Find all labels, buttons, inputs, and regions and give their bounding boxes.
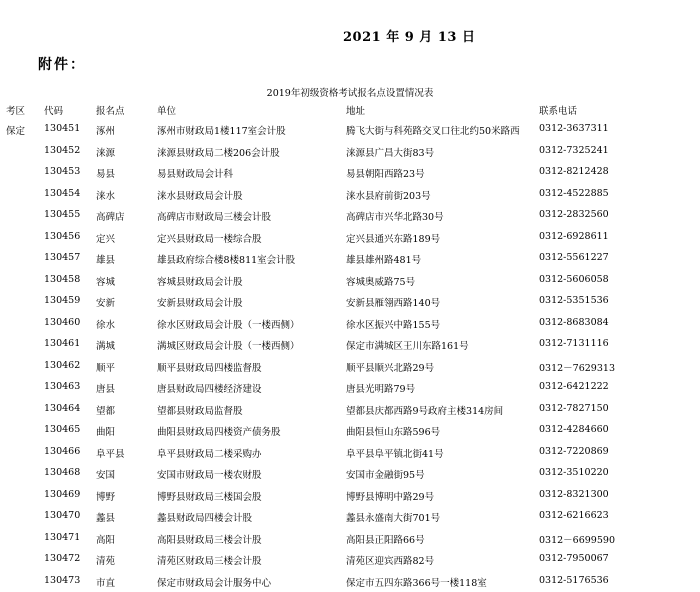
- table-row: [0, 143, 700, 161]
- cell-code: 130459: [44, 295, 81, 306]
- cell-address: 唐县光明路79号: [346, 384, 416, 395]
- cell-site: 满城: [96, 341, 116, 352]
- cell-code: 130457: [44, 252, 81, 263]
- table-row: [0, 508, 700, 526]
- cell-address: 清苑区迎宾西路82号: [346, 556, 435, 567]
- cell-code: 130452: [44, 144, 81, 156]
- cell-phone: 0312-6928611: [539, 230, 609, 242]
- header-code: 代码: [44, 106, 64, 117]
- cell-unit: 涞源县财政局二楼206会计股: [157, 147, 280, 159]
- table-row: [0, 358, 700, 376]
- table-row: [0, 401, 700, 419]
- cell-address: 雄县雄州路481号: [346, 255, 422, 266]
- cell-code: 130466: [44, 445, 81, 457]
- cell-code: 130473: [44, 574, 81, 586]
- cell-unit: 唐县财政局四楼经济建设: [157, 384, 262, 395]
- attachment-label: 附件：: [38, 57, 86, 73]
- cell-site: 高碑店: [96, 212, 125, 223]
- table-row: [0, 573, 700, 591]
- cell-unit: 涿州市财政局1楼117室会计股: [157, 126, 286, 137]
- cell-site: 蠡县: [96, 513, 116, 524]
- table-row: [0, 444, 700, 462]
- cell-code: 130462: [44, 359, 81, 371]
- cell-address: 易县朝阳西路23号: [346, 169, 425, 180]
- cell-phone: 0312-7131116: [539, 338, 609, 349]
- cell-address: 顺平县顺兴北路29号: [346, 362, 435, 374]
- cell-site: 易县: [96, 169, 116, 180]
- cell-phone: 0312-7950067: [539, 553, 609, 564]
- cell-phone: 0312-4522885: [539, 187, 609, 199]
- cell-site: 安新: [96, 298, 116, 309]
- cell-code: 130453: [44, 166, 81, 177]
- cell-code: 130461: [44, 338, 81, 349]
- cell-site: 安国: [96, 470, 116, 481]
- cell-phone: 0312-2832560: [539, 209, 609, 220]
- cell-phone: 0312-5561227: [539, 252, 609, 263]
- cell-site: 望都: [96, 405, 116, 417]
- cell-site: 唐县: [96, 384, 116, 395]
- cell-site: 徐水: [96, 319, 116, 331]
- cell-site: 雄县: [96, 255, 116, 266]
- cell-phone: 0312－6699590: [539, 534, 615, 546]
- cell-code: 130454: [44, 187, 81, 199]
- cell-unit: 易县财政局会计科: [157, 169, 234, 180]
- header-area: 考区: [6, 106, 26, 117]
- cell-unit: 蠡县财政局四楼会计股: [157, 513, 253, 524]
- document-date: 2021 年 9 月 13 日: [343, 30, 476, 45]
- cell-unit: 雄县政府综合楼8楼811室会计股: [157, 255, 296, 266]
- cell-address: 徐水区振兴中路155号: [346, 319, 441, 331]
- cell-site: 容城: [96, 276, 116, 288]
- cell-unit: 博野县财政局三楼国会股: [157, 491, 262, 503]
- cell-code: 130460: [44, 316, 81, 328]
- table-row: [0, 272, 700, 290]
- cell-address: 容城奥威路75号: [346, 276, 416, 288]
- cell-site: 市直: [96, 577, 116, 589]
- cell-code: 130463: [44, 381, 81, 392]
- table-row: [0, 315, 700, 333]
- cell-code: 130451: [44, 123, 81, 134]
- header-unit: 单位: [157, 106, 177, 117]
- cell-phone: 0312-5351536: [539, 295, 609, 306]
- table-row: [0, 121, 700, 139]
- cell-unit: 曲阳县财政局四楼资产债务股: [157, 427, 281, 438]
- cell-code: 130465: [44, 424, 81, 435]
- table-row: [0, 530, 700, 548]
- cell-phone: 0312-8212428: [539, 166, 609, 177]
- cell-address: 蠡县永盛南大街701号: [346, 513, 441, 524]
- cell-site: 涞水: [96, 190, 116, 202]
- cell-code: 130470: [44, 510, 81, 521]
- cell-address: 保定市满城区王川东路161号: [346, 341, 469, 352]
- cell-address: 曲阳县恒山东路596号: [346, 427, 441, 438]
- cell-site: 高阳: [96, 534, 116, 546]
- cell-phone: 0312-3510220: [539, 467, 609, 478]
- table-row: [0, 336, 700, 354]
- cell-unit: 保定市财政局会计服务中心: [157, 577, 272, 589]
- cell-phone: 0312-4284660: [539, 424, 609, 435]
- cell-code: 130468: [44, 467, 81, 478]
- cell-code: 130456: [44, 230, 81, 242]
- cell-phone: 0312-3637311: [539, 123, 609, 134]
- cell-unit: 定兴县财政局一楼综合股: [157, 233, 262, 245]
- table-row: [0, 229, 700, 247]
- cell-phone: 0312-7827150: [539, 402, 609, 414]
- table-row: [0, 465, 700, 483]
- cell-unit: 涞水县财政局会计股: [157, 190, 243, 202]
- table-header: [0, 101, 700, 119]
- cell-unit: 徐水区财政局会计股（一楼西侧）: [157, 319, 300, 331]
- cell-area: 保定: [6, 126, 26, 137]
- table-row: [0, 186, 700, 204]
- cell-unit: 满城区财政局会计股（一楼西侧）: [157, 341, 300, 352]
- cell-address: 阜平县阜平镇北街41号: [346, 448, 444, 460]
- cell-phone: 0312-6421222: [539, 381, 609, 392]
- cell-phone: 0312-8321300: [539, 488, 609, 500]
- cell-code: 130455: [44, 209, 81, 220]
- table-row: [0, 250, 700, 268]
- cell-unit: 安国市财政局一楼农财股: [157, 470, 262, 481]
- cell-site: 清苑: [96, 556, 116, 567]
- cell-code: 130471: [44, 531, 81, 543]
- cell-address: 腾飞大街与科苑路交叉口往北约50米路西: [346, 126, 520, 137]
- table-title: 2019年初级资格考试报名点设置情况表: [266, 88, 434, 99]
- table-row: [0, 487, 700, 505]
- cell-address: 安新县雁翎西路140号: [346, 298, 441, 309]
- cell-address: 博野县博明中路29号: [346, 491, 435, 503]
- cell-phone: 0312-5606058: [539, 273, 609, 285]
- cell-address: 望都县庆都西路9号政府主楼314房间: [346, 405, 504, 417]
- cell-address: 高碑店市兴华北路30号: [346, 212, 444, 223]
- cell-unit: 高阳县财政局三楼会计股: [157, 534, 262, 546]
- cell-address: 保定市五四东路366号一楼118室: [346, 577, 487, 589]
- cell-phone: 0312-8683084: [539, 316, 609, 328]
- table-row: [0, 551, 700, 569]
- cell-code: 130472: [44, 553, 81, 564]
- cell-site: 定兴: [96, 233, 116, 245]
- cell-phone: 0312－7629313: [539, 362, 615, 374]
- cell-site: 涞源: [96, 147, 116, 159]
- cell-site: 曲阳: [96, 427, 116, 438]
- cell-unit: 清苑区财政局三楼会计股: [157, 556, 262, 567]
- cell-code: 130469: [44, 488, 81, 500]
- table-row: [0, 379, 700, 397]
- cell-phone: 0312-6216623: [539, 510, 609, 521]
- cell-address: 安国市金融街95号: [346, 470, 425, 481]
- table-row: [0, 164, 700, 182]
- cell-unit: 安新县财政局会计股: [157, 298, 243, 309]
- cell-site: 顺平: [96, 362, 116, 374]
- cell-unit: 阜平县财政局二楼采购办: [157, 448, 262, 460]
- cell-address: 涞源县广昌大街83号: [346, 147, 435, 159]
- header-site: 报名点: [96, 106, 125, 117]
- cell-unit: 望都县财政局监督股: [157, 405, 243, 417]
- cell-code: 130464: [44, 402, 81, 414]
- table-row: [0, 293, 700, 311]
- table-row: [0, 207, 700, 225]
- cell-phone: 0312-7220869: [539, 445, 609, 457]
- cell-unit: 顺平县财政局四楼监督股: [157, 362, 262, 374]
- cell-address: 高阳县正阳路66号: [346, 534, 425, 546]
- cell-site: 阜平县: [96, 448, 125, 460]
- header-address: 地址: [346, 106, 366, 117]
- cell-phone: 0312-7325241: [539, 144, 609, 156]
- cell-address: 定兴县通兴东路189号: [346, 233, 441, 245]
- cell-code: 130458: [44, 273, 81, 285]
- cell-site: 涿州: [96, 126, 116, 137]
- cell-address: 涞水县府前街203号: [346, 190, 431, 202]
- cell-phone: 0312-5176536: [539, 574, 609, 586]
- cell-site: 博野: [96, 491, 116, 503]
- table-row: [0, 422, 700, 440]
- header-phone: 联系电话: [539, 106, 578, 117]
- cell-unit: 高碑店市财政局三楼会计股: [157, 212, 272, 223]
- cell-unit: 容城县财政局会计股: [157, 276, 243, 288]
